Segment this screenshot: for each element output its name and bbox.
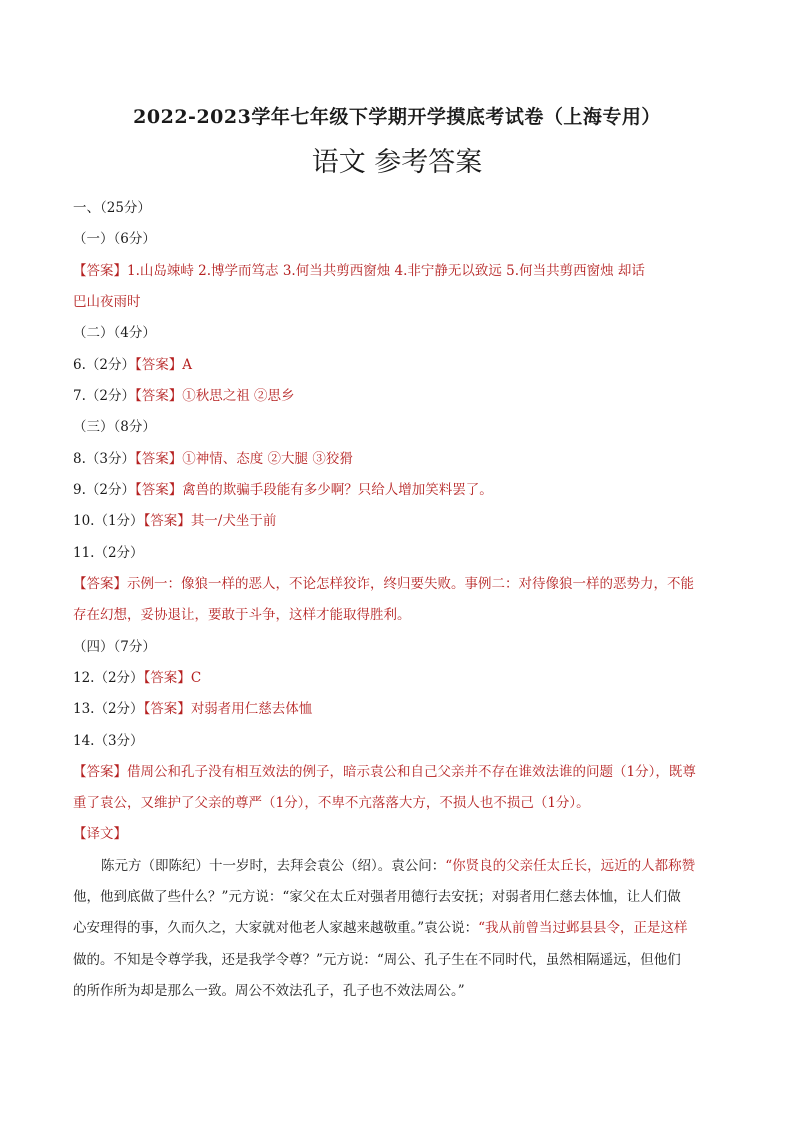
section-heading: 一、（25分） [73, 200, 151, 216]
answer-text: A [182, 357, 192, 373]
answer-continuation: 重了袁公，又维护了父亲的尊严（1分），不卑不亢落落大方，不损人也不损己（1分）。 [73, 795, 590, 811]
answer-label: 【答案】 [134, 451, 183, 467]
question-line [73, 668, 201, 688]
part-heading: （四）（7分） [73, 639, 156, 655]
question-line [73, 386, 295, 406]
translation-line: 他，他到底做了些什么？”元方说：“家父在太丘对强者用德行去安抚；对弱者用仁慈去体恤，让人们做 [73, 889, 681, 905]
answer-label: 【答案】 [134, 388, 183, 404]
answer-line [73, 762, 696, 782]
question-line [73, 699, 312, 719]
answer-line [73, 574, 694, 594]
answer-label: 【答案】 [134, 482, 183, 498]
translation-text: 陈元方（即陈纪）十一岁时，去拜会袁公（绍）。袁公问： [101, 858, 446, 874]
part-heading: （一）（6分） [73, 231, 156, 247]
question-line [73, 480, 493, 500]
translation-quote: “你贤良的父亲任太丘长，远近的人都称赞 [445, 858, 696, 874]
exam-title: 2022-2023学年七年级下学期开学摸底考试卷（上海专用） [133, 106, 661, 128]
answer-text: ①神情、态度 ②大腿 ③狡猾 [182, 451, 353, 467]
question-line [73, 355, 192, 375]
answer-continuation: 巴山夜雨时 [73, 294, 141, 310]
translation-label: 【译文】 [73, 826, 127, 842]
question-number: 12.（2分） [73, 670, 144, 686]
answer-text: C [190, 670, 202, 686]
translation-line: 做的。不知是令尊学我，还是我学令尊？”元方说：“周公、孔子生在不同时代，虽然相隔遥远，但他们 [73, 952, 681, 968]
answer-label: 【答案】 [134, 357, 183, 373]
question-number: 6.（2分） [73, 357, 135, 373]
answer-text: ①秋思之祖 ②思乡 [182, 388, 295, 404]
answer-label: 【答案】 [73, 263, 127, 279]
translation-line [73, 918, 688, 938]
translation-text: 心安理得的事，久而久之，大家就对他老人家越来越敬重。”袁公说： [73, 920, 479, 936]
answer-label: 【答案】 [73, 576, 127, 592]
answer-key-subtitle: 语文 参考答案 [311, 147, 483, 178]
question-number-line: 14.（3分） [73, 733, 144, 749]
answer-text: 对弱者用仁慈去体恤 [190, 701, 313, 717]
question-line [73, 511, 276, 531]
answer-text: 其一/犬坐于前 [190, 513, 277, 529]
part-heading: （二）（4分） [73, 325, 156, 341]
question-number: 9.（2分） [73, 482, 135, 498]
question-number: 8.（3分） [73, 451, 135, 467]
question-line [73, 449, 353, 469]
answer-text: 示例一：像狼一样的恶人，不论怎样狡诈，终归要失败。事例二：对待像狼一样的恶势力，不能 [127, 576, 694, 592]
question-number: 7.（2分） [73, 388, 135, 404]
answer-label: 【答案】 [143, 670, 191, 686]
answer-line [73, 261, 645, 281]
question-number-line: 11.（2分） [73, 545, 144, 561]
answer-continuation: 存在幻想，妥协退让，要敢于斗争，这样才能取得胜利。 [73, 607, 411, 623]
translation-line: 的所作所为却是那么一致。周公不效法孔子，孔子也不效法周公。” [73, 983, 465, 999]
answer-label: 【答案】 [143, 513, 191, 529]
question-number: 10.（1分） [73, 513, 144, 529]
translation-line [73, 856, 695, 876]
answer-label: 【答案】 [73, 764, 127, 780]
part-heading: （三）（8分） [73, 419, 156, 435]
answer-label: 【答案】 [143, 701, 191, 717]
translation-quote: “我从前曾当过邺县县令，正是这样 [478, 920, 688, 936]
answer-text: 1.山岛竦峙 2.博学而笃志 3.何当共剪西窗烛 4.非宁静无以致远 5.何当共剪西窗烛 却话 [127, 263, 645, 279]
answer-text: 借周公和孔子没有相互效法的例子，暗示袁公和自己父亲并不存在谁效法谁的问题（1分），既尊 [127, 764, 696, 780]
question-number: 13.（2分） [73, 701, 144, 717]
answer-text: 禽兽的欺骗手段能有多少啊？只给人增加笑料罢了。 [182, 482, 493, 498]
